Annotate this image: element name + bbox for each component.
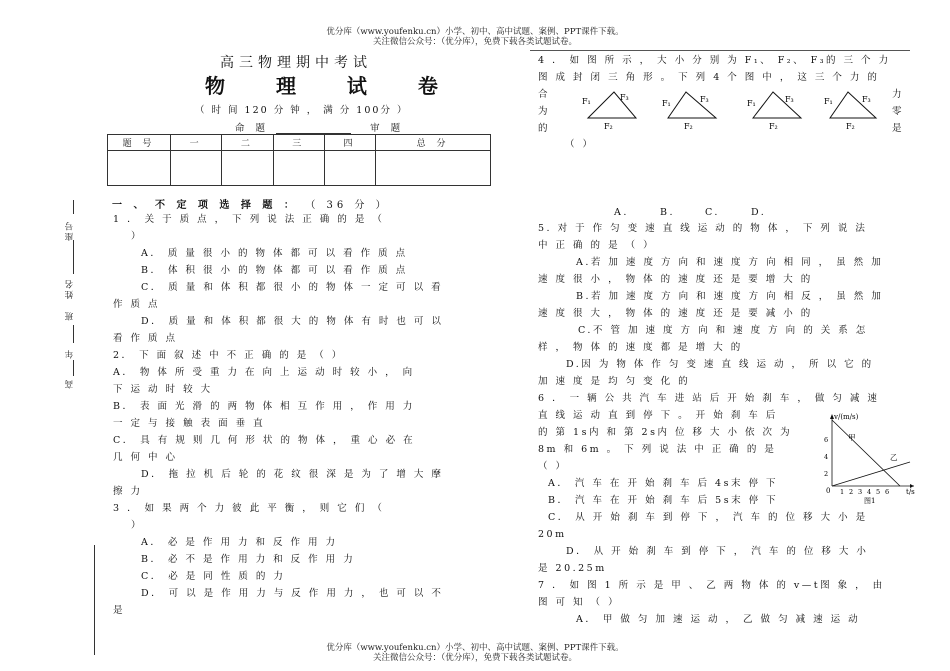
option-line: 速 度 很 大 ， 物 体 的 速 度 还 是 要 减 小 的 xyxy=(538,308,813,319)
f3-label: F₃ xyxy=(862,95,871,104)
score-header-cell: 四 xyxy=(324,135,375,151)
author-blank xyxy=(276,123,351,134)
f3-label: F₃ xyxy=(785,95,794,104)
header-rule xyxy=(530,50,910,51)
question-4-right-words xyxy=(892,86,904,137)
f2-label: F₂ xyxy=(769,122,778,131)
option-line: 样 ， 物 体 的 速 度 都 是 增 大 的 xyxy=(538,342,743,353)
q4-paren: （ ） xyxy=(565,139,595,150)
graph-xtick: 4 xyxy=(867,488,872,496)
score-cell xyxy=(273,151,324,186)
graph-ytick: 2 xyxy=(824,470,829,478)
question-4-left-words xyxy=(538,86,550,137)
time-info: （ 时 间 120 分 钟 ， 满 分 100分 ） xyxy=(195,105,409,116)
option-line: 擦 力 xyxy=(113,486,143,497)
graph-ytick: 4 xyxy=(824,453,829,461)
option-line: 几 何 中 心 xyxy=(113,452,178,463)
option-line: C.不 管 加 速 度 方 向 和 速 度 方 向 的 关 系 怎 xyxy=(578,325,868,336)
page-header xyxy=(0,27,950,47)
q4-word: 为 xyxy=(538,106,551,117)
option-line: A． 甲 做 匀 加 速 运 动 ， 乙 做 匀 减 速 运 动 xyxy=(576,614,861,625)
question-line: 8m 和 6m 。 下 列 说 法 中 正 确 的 是 xyxy=(538,444,777,455)
question-1-stem: 1 ． 关 于 质 点 ， 下 列 说 法 正 确 的 是 （ xyxy=(113,214,385,225)
section-1-heading xyxy=(112,196,390,211)
option-line: A． 物 体 所 受 重 力 在 向 上 运 动 时 较 小 ， 向 xyxy=(113,367,415,378)
section-1-title: 一 、 不 定 项 选 择 题 ： xyxy=(112,200,298,211)
footer-line-1: 优分库（www.youfenku.cn）小学、初中、高中试题、案例、PPT课件下载。 xyxy=(326,643,624,653)
question-line: ） xyxy=(131,231,144,242)
option-line: 加 速 度 是 均 匀 变 化 的 xyxy=(538,376,691,387)
q4-word: 零 xyxy=(892,106,905,117)
school-label: 高 xyxy=(65,378,75,389)
option-line: D． 拖 拉 机 后 轮 的 花 纹 很 深 是 为 了 增 大 摩 xyxy=(141,469,444,480)
option-line: B． 汽 车 在 开 始 刹 车 后 5s末 停 下 xyxy=(548,495,779,506)
question-4 xyxy=(538,52,891,86)
graph-origin: 0 xyxy=(826,487,831,495)
option-line: A． 质 量 很 小 的 物 体 都 可 以 看 作 质 点 xyxy=(141,248,408,259)
f2-label: F₂ xyxy=(846,122,855,131)
option-line: B． 必 不 是 作 用 力 和 反 作 用 力 xyxy=(141,554,356,565)
label-jia: 甲 xyxy=(848,433,856,442)
score-header-cell: 总 分 xyxy=(376,135,491,151)
option-line: 是 20.25m xyxy=(538,563,607,574)
q4-option-c: C. xyxy=(705,207,720,218)
graph-xtick: 5 xyxy=(876,488,881,496)
option-line: C． 必 是 同 性 质 的 力 xyxy=(141,571,286,582)
section-1-points: （ 36 分 ） xyxy=(305,200,390,211)
q4-word: 合 xyxy=(538,89,551,100)
question-3-stem: 3 ． 如 果 两 个 力 彼 此 平 衡 ， 则 它 们 （ xyxy=(113,503,385,514)
graph-xtick: 6 xyxy=(885,488,890,496)
question-4-line: 图 成 封 闭 三 角 形 。 下 列 4 个 图 中 ， 这 三 个 力 的 xyxy=(538,72,880,83)
option-line: D． 可 以 是 作 用 力 与 反 作 用 力 ， 也 可 以 不 xyxy=(141,588,444,599)
exam-title: 高三物理期中考试 xyxy=(220,55,372,71)
question-line: （ ） xyxy=(538,461,568,472)
vt-graph xyxy=(822,410,922,506)
author-line xyxy=(235,120,404,134)
f3-label: F₃ xyxy=(700,95,709,104)
option-line: 速 度 很 小 ， 物 体 的 速 度 还 是 要 增 大 的 xyxy=(538,274,813,285)
f1-label: F₁ xyxy=(747,99,756,108)
option-line: D.因 为 物 体 作 匀 变 速 直 线 运 动 ， 所 以 它 的 xyxy=(566,359,874,370)
option-line: C． 质 量 和 体 积 都 很 小 的 物 体 一 定 可 以 看 xyxy=(141,282,444,293)
score-header-cell: 二 xyxy=(222,135,273,151)
option-line: A． 汽 车 在 开 始 刹 车 后 4s末 停 下 xyxy=(548,478,778,489)
score-cell xyxy=(171,151,222,186)
score-header-cell: 题 号 xyxy=(108,135,171,151)
q4-option-d: D. xyxy=(751,207,767,218)
score-cell xyxy=(324,151,375,186)
line-yi xyxy=(832,462,910,486)
f1-label: F₁ xyxy=(582,97,591,106)
option-line: 20m xyxy=(538,529,567,540)
header-line-1: 优分库（www.youfenku.cn）小学、初中、高中试题、案例、PPT课件下载。 xyxy=(326,27,624,37)
binding-sidebar xyxy=(56,200,84,510)
score-cell xyxy=(108,151,171,186)
author-label: 命 题 xyxy=(235,123,270,134)
q4-word: 是 xyxy=(892,123,905,134)
question-line: 中 正 确 的 是 （ ） xyxy=(538,240,656,251)
class-line xyxy=(73,325,74,343)
score-header-cell: 一 xyxy=(171,135,222,151)
header-line-2: 关注微信公众号：（优分库），免费下载各类试题试卷。 xyxy=(372,37,577,47)
question-line: 图 可 知 （ ） xyxy=(538,597,621,608)
score-table xyxy=(107,134,491,186)
graph-xtick: 3 xyxy=(858,488,863,496)
f2-label: F₂ xyxy=(604,122,613,131)
f1-label: F₁ xyxy=(824,97,833,106)
name-line xyxy=(73,240,74,274)
graph-caption: 图1 xyxy=(864,497,876,505)
option-line: 看 作 质 点 xyxy=(113,333,178,344)
question-line: 的 第 1s内 和 第 2s内 位 移 大 小 依 次 为 xyxy=(538,427,793,438)
option-line: 作 质 点 xyxy=(113,299,161,310)
f2-label: F₂ xyxy=(684,122,693,131)
force-triangle-a xyxy=(580,88,645,132)
label-yi: 乙 xyxy=(890,453,898,462)
question-line: 直 线 运 动 直 到 停 下 。 开 始 刹 车 后 xyxy=(538,410,778,421)
question-6-stem: 6 ． 一 辆 公 共 汽 车 进 站 后 开 始 刹 车 ， 做 匀 减 速 xyxy=(538,393,880,404)
question-4-line: 4 ． 如 图 所 示 ， 大 小 分 别 为 F₁、 F₂、 F₃的 三 个 力 xyxy=(538,55,891,66)
score-cell xyxy=(376,151,491,186)
option-line: 是 xyxy=(113,605,126,616)
score-cell xyxy=(222,151,273,186)
q4-word: 的 xyxy=(538,123,551,134)
seat-label: 座号 xyxy=(65,220,75,241)
margin-line xyxy=(94,545,95,655)
option-line: B.若 加 速 度 方 向 和 速 度 方 向 相 反 ， 虽 然 加 xyxy=(576,291,884,302)
left-column xyxy=(113,211,443,619)
option-line: C． 具 有 规 则 几 何 形 状 的 物 体 ， 重 心 必 在 xyxy=(113,435,416,446)
subject-title: 物 理 试 卷 xyxy=(205,74,460,98)
graph-xtick: 2 xyxy=(849,488,854,496)
grade-label: 年 xyxy=(65,348,75,359)
grade-line xyxy=(73,360,74,376)
f3-label: F₃ xyxy=(620,93,629,102)
graph-xlabel: t/s xyxy=(906,488,915,496)
footer-line-2: 关注微信公众号：（优分库），免费下载各类试题试卷。 xyxy=(372,653,577,663)
seat-line xyxy=(73,200,74,214)
option-line: 一 定 与 接 触 表 面 垂 直 xyxy=(113,418,266,429)
option-line: A． 必 是 作 用 力 和 反 作 用 力 xyxy=(141,537,338,548)
f1-label: F₁ xyxy=(662,99,671,108)
option-line: A.若 加 速 度 方 向 和 速 度 方 向 相 同 ， 虽 然 加 xyxy=(576,257,884,268)
q4-option-a: A. xyxy=(614,207,629,218)
graph-ytick: 6 xyxy=(824,436,829,444)
force-triangle-c xyxy=(745,88,810,132)
reviewer-label: 审 题 xyxy=(370,123,405,134)
name-label: 姓名 xyxy=(65,278,75,299)
question-7-stem: 7 ． 如 图 1 所 示 是 甲 、 乙 两 物 体 的 v—t图 象 ， 由 xyxy=(538,580,885,591)
question-5-stem: 5. 对 于 作 匀 变 速 直 线 运 动 的 物 体 ， 下 列 说 法 xyxy=(538,223,868,234)
option-line: D． 质 量 和 体 积 都 很 大 的 物 体 有 时 也 可 以 xyxy=(141,316,444,327)
option-line: C． 从 开 始 刹 车 到 停 下 ， 汽 车 的 位 移 大 小 是 xyxy=(548,512,868,523)
class-label: 班 xyxy=(65,310,75,321)
q4-option-b: B. xyxy=(660,207,676,218)
graph-ylabel: v/(m/s) xyxy=(834,413,859,421)
option-line: B． 体 积 很 小 的 物 体 都 可 以 看 作 质 点 xyxy=(141,265,408,276)
option-line: B． 表 面 光 滑 的 两 物 体 相 互 作 用 ， 作 用 力 xyxy=(113,401,415,412)
force-triangle-d xyxy=(822,88,887,132)
score-header-cell: 三 xyxy=(273,135,324,151)
option-line: 下 运 动 时 较 大 xyxy=(113,384,213,395)
graph-xtick: 1 xyxy=(840,488,845,496)
option-line: D． 从 开 始 刹 车 到 停 下 ， 汽 车 的 位 移 大 小 xyxy=(566,546,869,557)
force-triangle-b xyxy=(660,88,725,132)
page-footer xyxy=(0,643,950,663)
question-2-stem: 2． 下 面 叙 述 中 不 正 确 的 是 （ ） xyxy=(113,350,344,361)
q4-word: 力 xyxy=(892,89,905,100)
question-line: ） xyxy=(131,520,144,531)
